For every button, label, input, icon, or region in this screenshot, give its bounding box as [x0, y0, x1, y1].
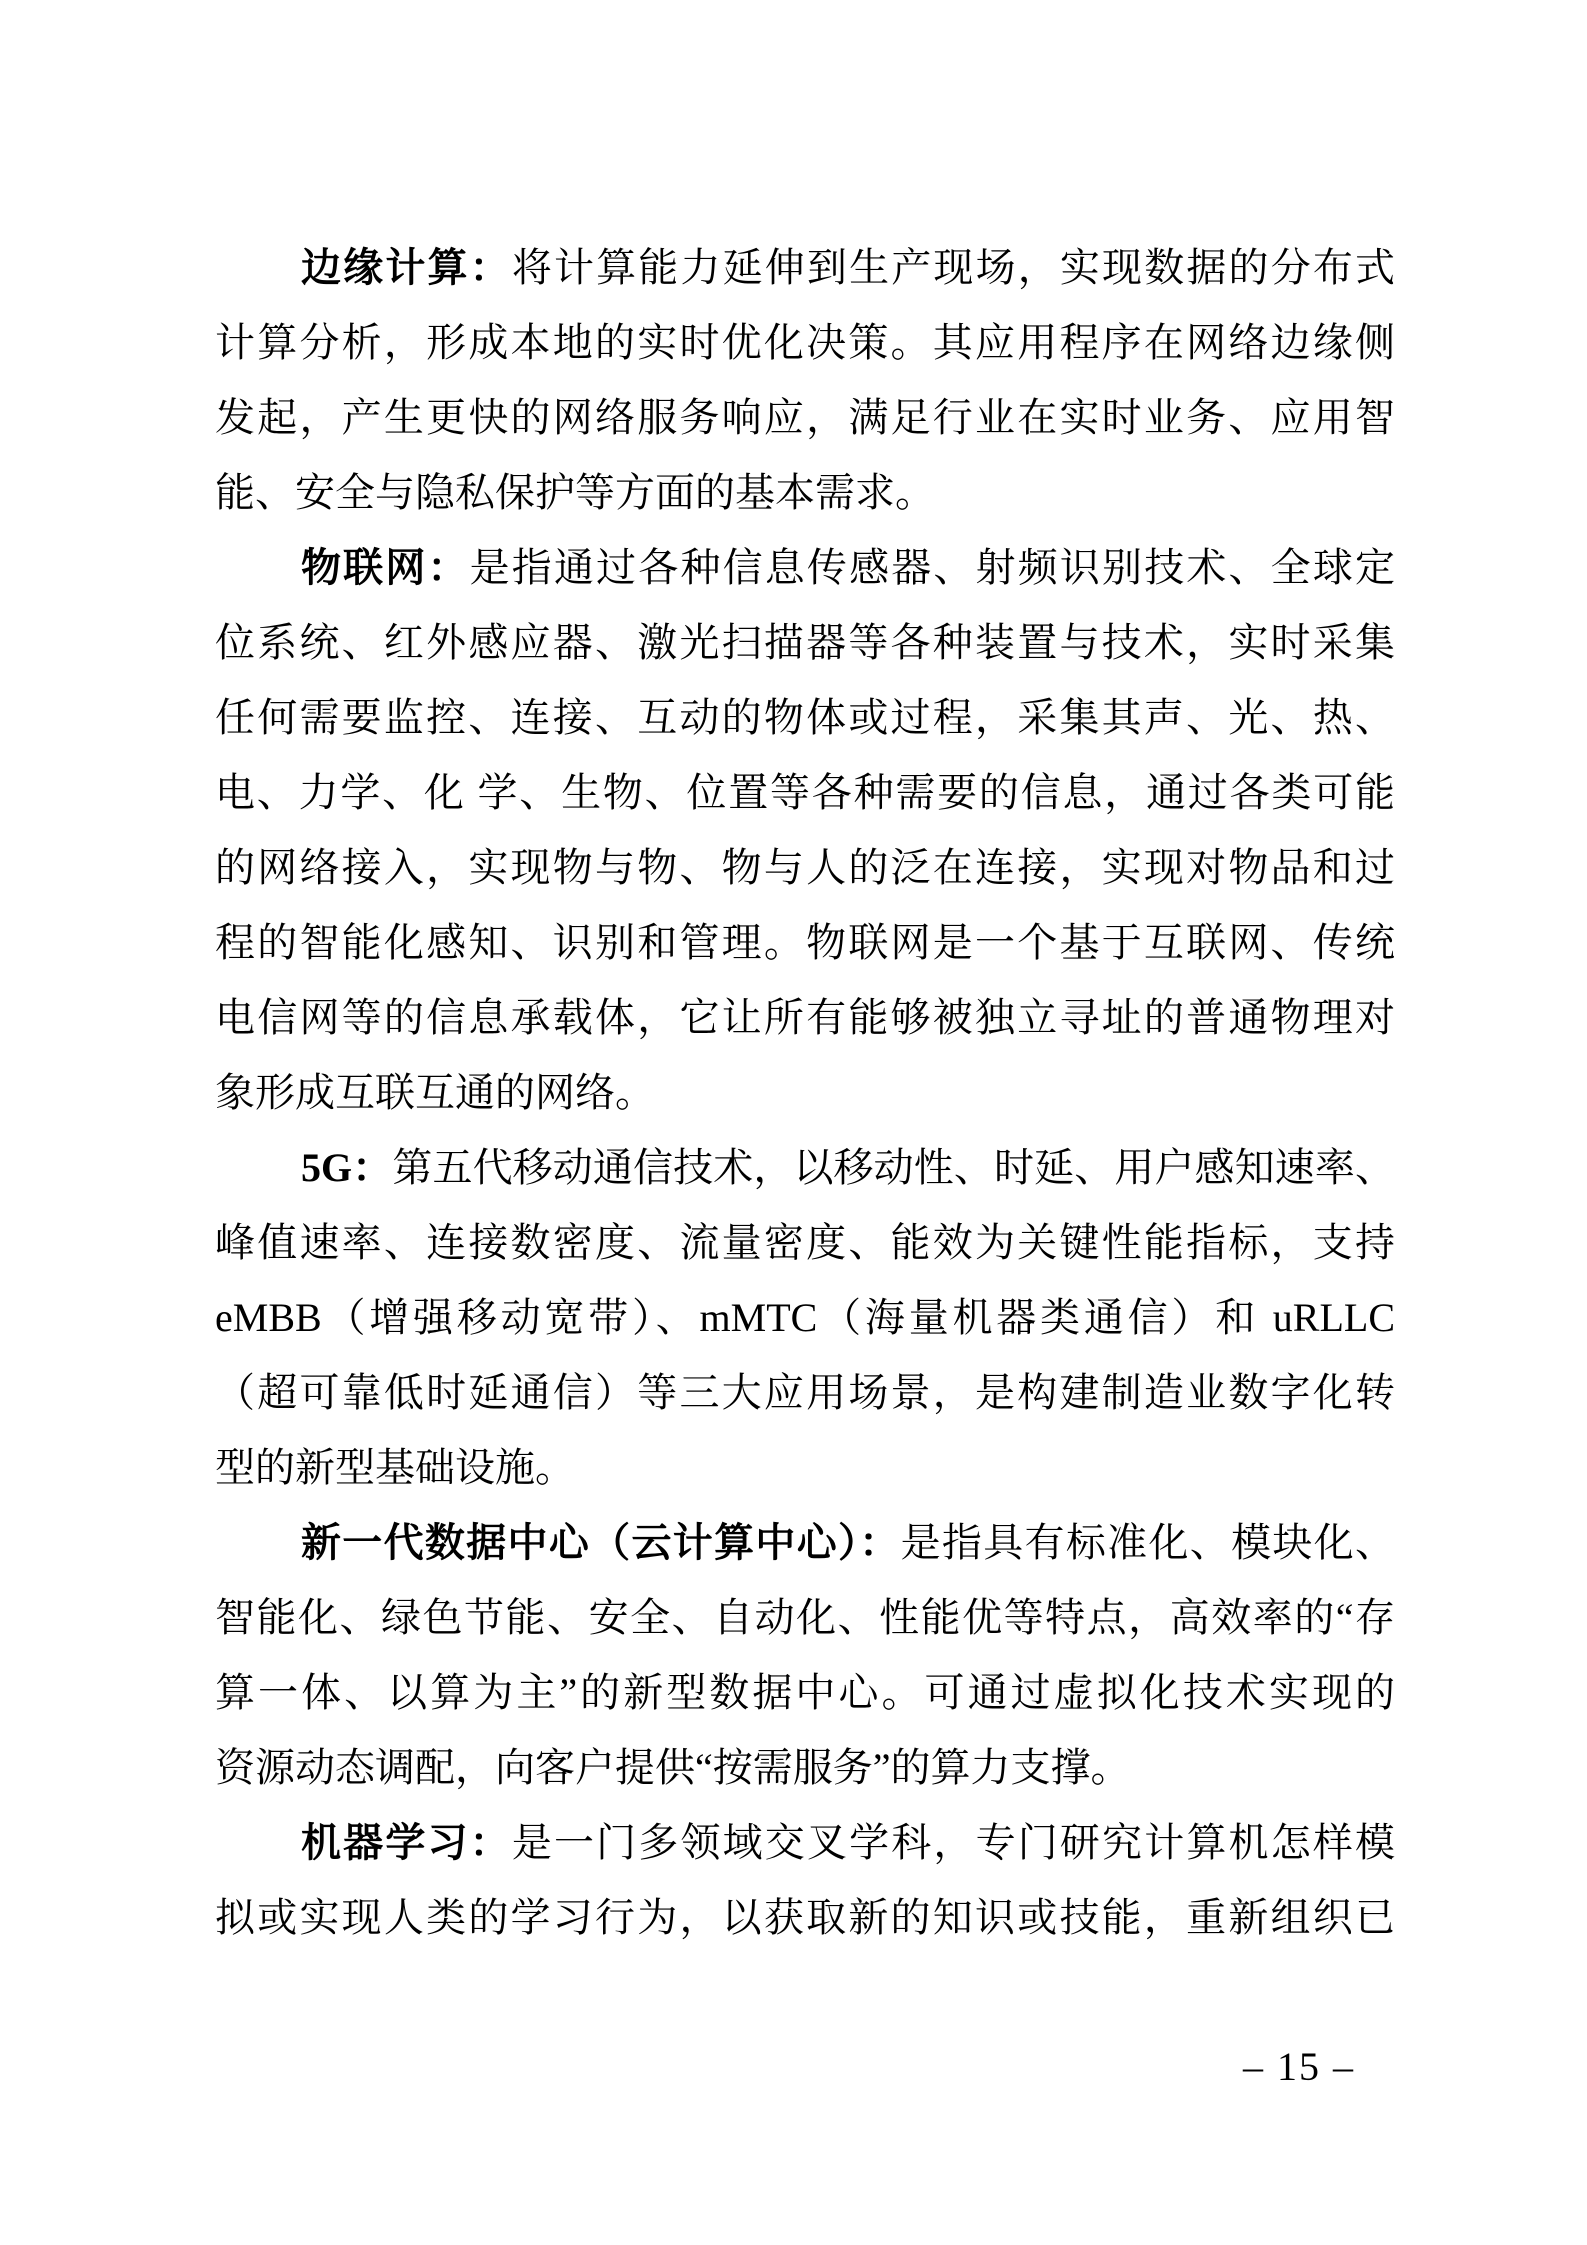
text-line: 的网络接入，实现物与物、物与人的泛在连接，实现对物品和过	[215, 845, 1395, 890]
text-line: 程的智能化感知、识别和管理。物联网是一个基于互联网、传统	[215, 920, 1395, 965]
text-line: 发起，产生更快的网络服务响应，满足行业在实时业务、应用智	[215, 395, 1395, 440]
term-label: 边缘计算：	[301, 245, 512, 290]
text-line: 象形成互联互通的网络。	[215, 1070, 655, 1115]
text-line: eMBB（增强移动宽带）、mMTC（海量机器类通信）和 uRLLC	[215, 1295, 1395, 1340]
text-line: 型的新型基础设施。	[215, 1445, 575, 1490]
text-line: 边缘计算：将计算能力延伸到生产现场，实现数据的分布式	[301, 245, 1396, 290]
text-line: 电信网等的信息承载体，它让所有能够被独立寻址的普通物理对	[215, 995, 1395, 1040]
term-label: 机器学习：	[301, 1820, 512, 1865]
text-line: 算一体、以算为主”的新型数据中心。可通过虚拟化技术实现的	[215, 1670, 1395, 1715]
text-line: 峰值速率、连接数密度、流量密度、能效为关键性能指标，支持	[215, 1220, 1395, 1265]
text-line: （超可靠低时延通信）等三大应用场景，是构建制造业数字化转	[215, 1370, 1395, 1415]
term-label: 新一代数据中心（云计算中心）：	[301, 1520, 901, 1565]
text-line: 位系统、红外感应器、激光扫描器等各种装置与技术，实时采集	[215, 620, 1395, 665]
text-line: 新一代数据中心（云计算中心）：是指具有标准化、模块化、	[301, 1520, 1396, 1565]
text-line: 智能化、绿色节能、安全、自动化、性能优等特点，高效率的“存	[215, 1595, 1395, 1640]
text-line: 5G：第五代移动通信技术，以移动性、时延、用户感知速率、	[301, 1145, 1395, 1190]
text-line: 任何需要监控、连接、互动的物体或过程，采集其声、光、热、	[215, 695, 1395, 740]
text-line: 计算分析，形成本地的实时优化决策。其应用程序在网络边缘侧	[215, 320, 1395, 365]
document-body	[215, 230, 1395, 1955]
text-line: 物联网：是指通过各种信息传感器、射频识别技术、全球定	[301, 545, 1395, 590]
text-line: 机器学习：是一门多领域交叉学科，专门研究计算机怎样模	[301, 1820, 1396, 1865]
text-line: 电、力学、化 学、生物、位置等各种需要的信息，通过各类可能	[215, 770, 1395, 815]
term-label: 物联网：	[301, 545, 470, 590]
page-number: – 15 –	[1243, 2044, 1355, 2089]
term-label: 5G：	[301, 1145, 393, 1190]
text-line: 资源动态调配，向客户提供“按需服务”的算力支撑。	[215, 1745, 1131, 1790]
text-line: 能、安全与隐私保护等方面的基本需求。	[215, 470, 935, 515]
text-line: 拟或实现人类的学习行为，以获取新的知识或技能，重新组织已	[215, 1895, 1395, 1940]
